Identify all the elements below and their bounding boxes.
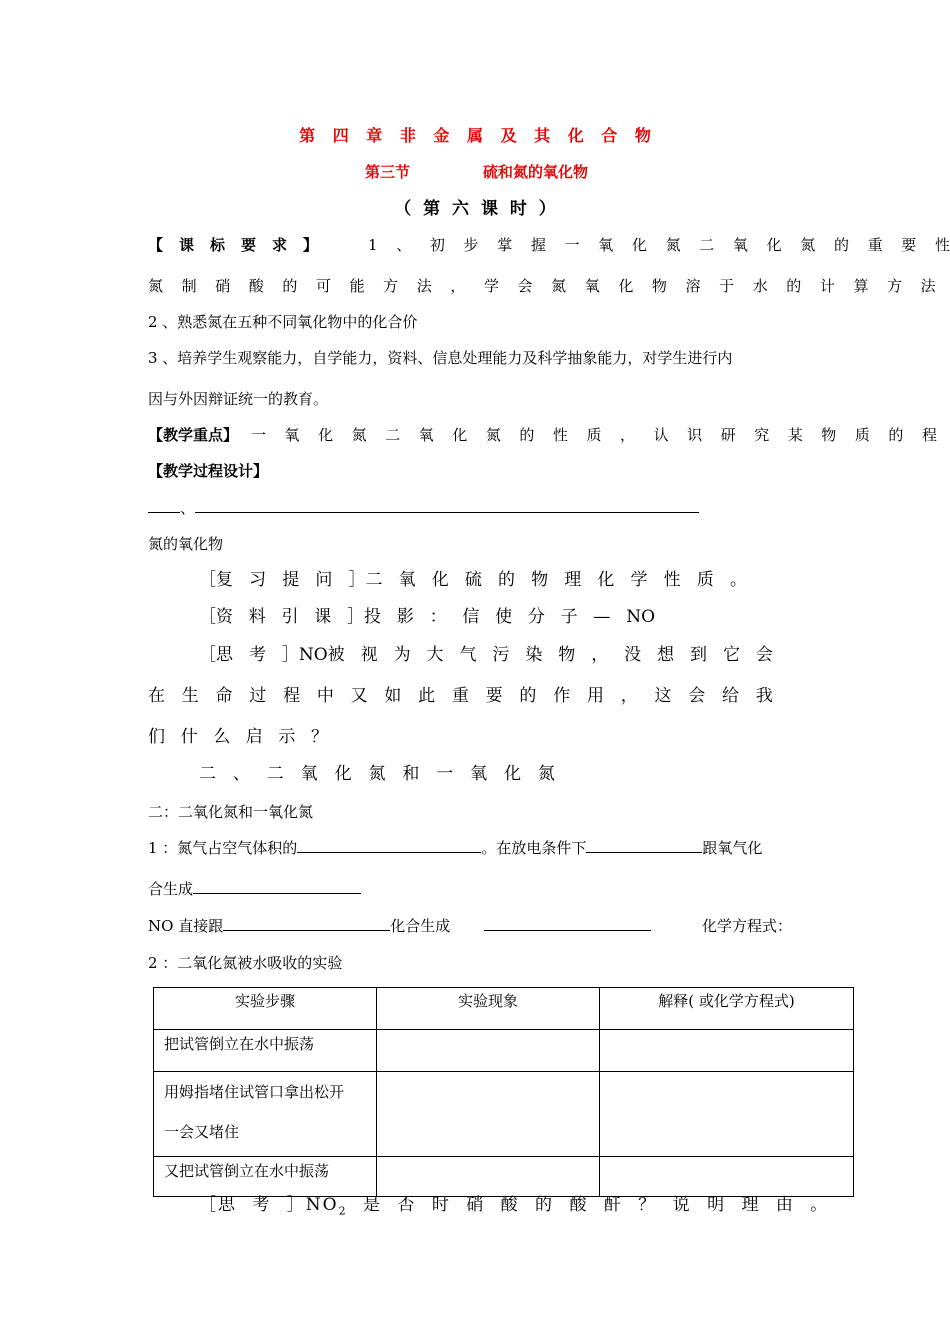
section-heading-2 (199, 764, 555, 784)
heading-separator: 、 (180, 499, 196, 517)
glyph-group: 【 (148, 236, 164, 254)
glyph-group: 信 (462, 607, 480, 627)
glyph-group: 氮 (351, 426, 367, 444)
glyph-group: 视 (360, 645, 378, 665)
section-title: 硫和氮的氧化物 (483, 163, 589, 181)
glyph-group: 问 (315, 570, 333, 590)
q1-equation-label: 化学方程式： (702, 917, 793, 935)
review-question (199, 570, 747, 590)
glyph-group: 会 (755, 645, 773, 665)
glyph-group: 用 (586, 686, 604, 706)
glyph-group: 物 (531, 570, 549, 590)
glyph-group: 法 (416, 277, 432, 295)
glyph-group: 氧 (584, 277, 600, 295)
glyph-group: 性 (552, 426, 568, 444)
glyph-group: 认 (653, 426, 669, 444)
glyph-group: 物 (651, 277, 667, 295)
key-points-label: 【教学重点】 (148, 426, 239, 444)
row-phenomenon[interactable] (377, 1072, 600, 1157)
q1-part-3: 跟氧气化 (702, 839, 763, 857)
glyph-group: 过 (249, 686, 267, 706)
q1-part-1: 1 ：氮气占空气体积的 (148, 839, 298, 857)
heading-blank-1 (148, 498, 180, 513)
row-explanation[interactable] (600, 1157, 854, 1197)
row-explanation[interactable] (600, 1030, 854, 1072)
glyph-group: 化 (631, 236, 647, 254)
glyph-group: 水 (752, 277, 768, 295)
glyph-group: 质 (854, 426, 870, 444)
glyph-group: 初 (429, 236, 445, 254)
glyph-group: 二 (385, 426, 401, 444)
sub-heading: 二：二氧化氮和一氧化氮 (148, 803, 314, 821)
glyph-group: 氧 (470, 764, 488, 784)
glyph-group: 二 (699, 236, 715, 254)
glyph-group: 的 (498, 570, 515, 590)
chapter-title: 第 四 章 非 金 属 及 其 化 合 物 (299, 126, 651, 145)
glyph-group: 某 (787, 426, 803, 444)
glyph-group: 能 (349, 277, 365, 295)
glyph-group: 化 (318, 426, 334, 444)
glyph-group: ， (450, 277, 466, 295)
row-step: 又把试管倒立在水中振荡 (154, 1157, 377, 1197)
glyph-group: 提 (282, 570, 300, 590)
glyph-group: 制 (181, 277, 197, 295)
glyph-group: 质 (696, 570, 714, 590)
think-line-2 (148, 686, 773, 706)
q1-blank-1[interactable] (297, 838, 481, 853)
glyph-group: 我 (755, 686, 773, 706)
standards-line-2 (148, 276, 936, 296)
glyph-group: ， (620, 426, 636, 444)
glyph-group: 法 (920, 277, 936, 295)
glyph-group: 课 (178, 236, 194, 254)
glyph-group: 学 (630, 570, 648, 590)
glyph-group: ［复 (199, 570, 233, 590)
glyph-group: 重 (451, 686, 469, 706)
glyph-group: 究 (754, 426, 770, 444)
header-steps: 实验步骤 (154, 988, 377, 1030)
glyph-group: ， (591, 645, 609, 665)
glyph-group: 一 (436, 764, 454, 784)
glyph-group: 氮 (148, 277, 164, 295)
q1-line-1 (148, 838, 762, 858)
glyph-group: ： (429, 607, 447, 627)
q1-line-3 (148, 916, 450, 936)
table-row (154, 1157, 854, 1197)
lesson-number: （ 第 六 课 时 ） (394, 199, 556, 219)
glyph-group: 二 (266, 764, 284, 784)
think2-prefix: ［思 考 ］NO (199, 1195, 339, 1215)
glyph-group: ， (620, 686, 638, 706)
process-label: 【教学过程设计】 (148, 462, 269, 480)
q1-blank-4[interactable] (223, 916, 390, 931)
think-question-2 (199, 1195, 829, 1221)
glyph-group: 染 (525, 645, 543, 665)
q1-blank-3[interactable] (193, 879, 361, 894)
glyph-group: — (593, 607, 611, 627)
glyph-group: 二 (199, 764, 216, 784)
table-row (154, 1072, 854, 1157)
glyph-group: 。 (729, 570, 747, 590)
glyph-group: 它 (722, 645, 740, 665)
glyph-group: 化 (431, 570, 449, 590)
q1-line-2 (148, 879, 361, 899)
glyph-group: 这 (654, 686, 672, 706)
glyph-group: 氮 (665, 236, 681, 254)
q1-part-2: 。在放电条件下 (481, 839, 587, 857)
q1-blank-5-wrap (484, 916, 651, 936)
glyph-group: 程 (283, 686, 301, 706)
glyph-group: 化 (618, 277, 634, 295)
glyph-group: 会 (517, 277, 533, 295)
glyph-group: 考 (248, 645, 266, 665)
glyph-group: 大 (426, 645, 444, 665)
table-header-row (154, 988, 854, 1030)
topic: 氮的氧化物 (148, 535, 224, 553)
standards-item-3: 3 、培养学生观察能力，自学能力，资料、信息处理能力及科学抽象能力，对学生进行内 (148, 349, 733, 367)
row-explanation[interactable] (600, 1072, 854, 1157)
header-phenomenon: 实验现象 (377, 988, 600, 1030)
glyph-group: 氮 (485, 426, 501, 444)
glyph-group: 们 (148, 727, 165, 747)
glyph-group: 会 (688, 686, 706, 706)
glyph-group: 方 (887, 277, 903, 295)
glyph-group: 的 (282, 277, 298, 295)
glyph-group: 方 (383, 277, 399, 295)
glyph-group: 质 (586, 426, 602, 444)
glyph-group: 一 (564, 236, 580, 254)
glyph-group: 物 (558, 645, 576, 665)
glyph-group: 给 (722, 686, 740, 706)
glyph-group: 酸 (248, 277, 264, 295)
glyph-group: 到 (690, 645, 707, 665)
glyph-group: 么 (213, 727, 231, 747)
glyph-group: 物 (821, 426, 837, 444)
glyph-group: 理 (564, 570, 582, 590)
glyph-group: 算 (853, 277, 869, 295)
table-row (154, 1030, 854, 1072)
glyph-group: ］投 (347, 607, 382, 627)
glyph-group: 要 (240, 236, 256, 254)
glyph-group: 子 (560, 607, 578, 627)
glyph-group: 什 (180, 727, 198, 747)
row-step-line-1: 用姆指堵住试管口拿出松开 (164, 1083, 345, 1101)
glyph-group: 化 (504, 764, 522, 784)
glyph-group: 中 (316, 686, 334, 706)
q2-title: 2 ：二氧化氮被水吸收的实验 (148, 954, 343, 972)
glyph-group: 溶 (685, 277, 701, 295)
row-step (154, 1072, 377, 1157)
key-points-text (251, 425, 937, 445)
glyph-group: 氮 (537, 764, 555, 784)
glyph-group: 的 (786, 277, 802, 295)
glyph-group: 氮 (551, 277, 567, 295)
row-phenomenon[interactable] (377, 1030, 600, 1072)
glyph-group: 要 (901, 236, 917, 254)
think-line-3 (148, 727, 328, 747)
glyph-group: ［资 (199, 607, 233, 627)
glyph-group: 识 (687, 426, 703, 444)
glyph-group: 氧 (732, 236, 748, 254)
q1-blank-5[interactable] (484, 916, 651, 931)
glyph-group: 化 (766, 236, 782, 254)
glyph-group: 氮 (368, 764, 386, 784)
glyph-group: 氧 (418, 426, 434, 444)
glyph-group: 氧 (300, 764, 318, 784)
glyph-group: 污 (492, 645, 510, 665)
glyph-group: 课 (314, 607, 332, 627)
glyph-group: 化 (334, 764, 352, 784)
think-line-1 (199, 645, 773, 665)
glyph-group: 研 (720, 426, 736, 444)
glyph-group: 、 (396, 236, 412, 254)
glyph-group: 程 (921, 426, 937, 444)
glyph-group: 氧 (398, 570, 416, 590)
glyph-group: 的 (833, 236, 849, 254)
think2-suffix: 是 否 时 硝 酸 的 酸 酐 ？ 说 明 理 由 。 (347, 1195, 830, 1215)
glyph-group: 想 (657, 645, 675, 665)
heading-blank-2 (195, 498, 699, 513)
row-phenomenon[interactable] (377, 1157, 600, 1197)
glyph-group: 】 (302, 236, 318, 254)
glyph-group: 分 (527, 607, 545, 627)
glyph-group: 步 (463, 236, 479, 254)
glyph-group: 计 (819, 277, 835, 295)
glyph-group: 引 (281, 607, 299, 627)
glyph-group: 命 (215, 686, 233, 706)
glyph-group: 启 (245, 727, 263, 747)
glyph-group: 化 (452, 426, 468, 444)
row-step-line-2: 一会又堵住 (164, 1123, 240, 1141)
glyph-group: 1 (368, 236, 378, 254)
section-number: 第三节 (365, 163, 411, 181)
glyph-group: 此 (418, 686, 436, 706)
glyph-group: 、 (232, 764, 250, 784)
glyph-group: ］二 (348, 570, 383, 590)
glyph-group: 重 (867, 236, 883, 254)
glyph-group: 求 (271, 236, 287, 254)
standards-item-3-cont: 因与外因辩证统一的教育。 (148, 390, 329, 408)
glyph-group: 一 (251, 426, 267, 444)
glyph-group: 示 (278, 727, 296, 747)
heading-blank-line (148, 498, 699, 518)
glyph-group: ［思 (199, 645, 233, 665)
glyph-group: 和 (402, 764, 420, 784)
glyph-group: 料 (248, 607, 266, 627)
glyph-group: 氧 (284, 426, 300, 444)
glyph-group: 氧 (598, 236, 614, 254)
glyph-group: 可 (315, 277, 331, 295)
q1-no-part-1: NO 直接跟 (148, 917, 224, 935)
standards-item-2: 2 、熟悉氮在五种不同氧化物中的化合价 (148, 313, 418, 331)
glyph-group: 使 (495, 607, 513, 627)
glyph-group: 硝 (215, 277, 231, 295)
think2-subscript: 2 (338, 1204, 348, 1218)
glyph-group: 生 (181, 686, 199, 706)
glyph-group: 作 (553, 686, 571, 706)
glyph-group: NO (626, 607, 655, 627)
intro-resource (199, 607, 655, 627)
glyph-group: 如 (384, 686, 402, 706)
glyph-group: 于 (719, 277, 735, 295)
glyph-group: 掌 (497, 236, 513, 254)
glyph-group: 性 (934, 236, 950, 254)
glyph-group: 握 (530, 236, 546, 254)
glyph-group: ］NO被 (281, 645, 345, 665)
q1-part-4: 合生成 (148, 880, 194, 898)
glyph-group: 要 (485, 686, 503, 706)
experiment-table (153, 987, 854, 1197)
glyph-group: 在 (148, 686, 165, 706)
glyph-group: 为 (393, 645, 411, 665)
q1-no-part-2: 化合生成 (390, 917, 451, 935)
glyph-group: 气 (459, 645, 477, 665)
row-step: 把试管倒立在水中振荡 (154, 1030, 377, 1072)
glyph-group: 学 (483, 277, 499, 295)
glyph-group: 性 (663, 570, 681, 590)
q1-blank-2[interactable] (586, 838, 702, 853)
glyph-group: 硫 (464, 570, 482, 590)
glyph-group: 标 (209, 236, 225, 254)
glyph-group: ？ (310, 727, 328, 747)
glyph-group: 的 (888, 426, 904, 444)
glyph-group: 的 (519, 686, 537, 706)
glyph-group: 的 (519, 426, 535, 444)
standards-line-1 (368, 235, 950, 255)
header-explanation: 解释( 或化学方程式) (600, 988, 854, 1030)
glyph-group: 没 (624, 645, 642, 665)
glyph-group: 氮 (800, 236, 816, 254)
glyph-group: 影 (396, 607, 414, 627)
standards-label (148, 235, 318, 255)
glyph-group: 习 (249, 570, 267, 590)
glyph-group: 又 (350, 686, 368, 706)
glyph-group: 化 (597, 570, 615, 590)
